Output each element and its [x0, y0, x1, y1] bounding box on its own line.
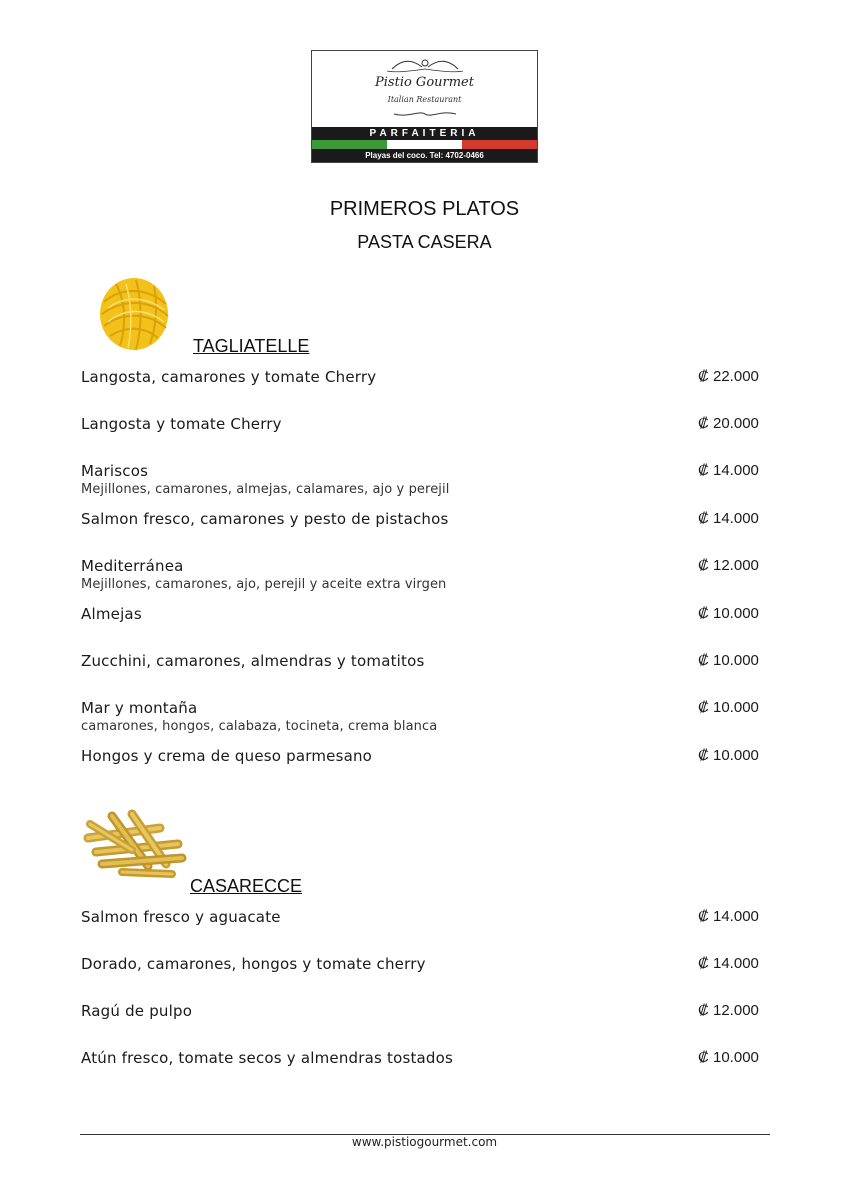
- menu-item: [81, 557, 761, 593]
- item-description: Mejillones, camarones, ajo, perejil y aceite extra virgen: [81, 577, 447, 592]
- item-price: ₡ 10.000: [698, 1049, 759, 1066]
- item-name: Langosta, camarones y tomate Cherry: [81, 368, 377, 386]
- item-price: ₡ 14.000: [698, 510, 759, 527]
- section-title-casarecce: CASARECCE: [190, 876, 303, 896]
- item-name: Atún fresco, tomate secos y almendras tostados: [81, 1049, 454, 1067]
- item-name: Mariscos: [81, 462, 149, 480]
- menu-item: [81, 747, 761, 765]
- item-price: ₡ 12.000: [698, 557, 759, 574]
- ornament-bottom-icon: [390, 108, 460, 120]
- italian-flag-stripe: [312, 140, 537, 149]
- item-name: Mediterránea: [81, 557, 184, 575]
- page-title: PRIMEROS PLATOS: [329, 198, 520, 220]
- item-price: ₡ 12.000: [698, 1002, 759, 1019]
- item-name: Ragú de pulpo: [81, 1002, 193, 1020]
- item-price: ₡ 10.000: [698, 605, 759, 622]
- item-name: Zucchini, camarones, almendras y tomatitos: [81, 652, 425, 670]
- flag-green: [312, 140, 387, 149]
- item-name: Salmon fresco y aguacate: [81, 908, 281, 926]
- item-name: Salmon fresco, camarones y pesto de pistachos: [81, 510, 449, 528]
- item-price: ₡ 10.000: [698, 652, 759, 669]
- page-subtitle: PASTA CASERA: [357, 232, 492, 252]
- casarecce-pasta-image: [82, 806, 188, 882]
- menu-item: [81, 699, 761, 735]
- ornament-top-icon: [382, 55, 468, 75]
- section-title-tagliatelle: TAGLIATELLE: [193, 336, 310, 356]
- menu-item: [81, 368, 761, 386]
- item-price: ₡ 14.000: [698, 908, 759, 925]
- item-price: ₡ 14.000: [698, 462, 759, 479]
- menu-item: [81, 955, 761, 973]
- menu-item: [81, 1002, 761, 1020]
- flag-red: [462, 140, 537, 149]
- item-price: ₡ 10.000: [698, 747, 759, 764]
- item-price: ₡ 20.000: [698, 415, 759, 432]
- item-price: ₡ 10.000: [698, 699, 759, 716]
- tagliatelle-nest-image: [96, 272, 176, 354]
- menu-item: [81, 908, 761, 926]
- flag-white: [387, 140, 462, 149]
- footer-website: www.pistiogourmet.com: [351, 1135, 498, 1149]
- menu-item: [81, 415, 761, 433]
- menu-item: [81, 462, 761, 498]
- item-description: Mejillones, camarones, almejas, calamares, ajo y perejil: [81, 482, 450, 497]
- item-name: Langosta y tomate Cherry: [81, 415, 282, 433]
- menu-item: [81, 1049, 761, 1067]
- menu-item: [81, 605, 761, 623]
- item-name: Almejas: [81, 605, 142, 623]
- logo-subtitle: Italian Restaurant: [387, 95, 462, 104]
- logo-name: Pistio Gourmet: [375, 75, 474, 90]
- item-name: Dorado, camarones, hongos y tomate cherry: [81, 955, 426, 973]
- item-price: ₡ 22.000: [698, 368, 759, 385]
- item-description: camarones, hongos, calabaza, tocineta, crema blanca: [81, 719, 438, 734]
- menu-item: [81, 510, 761, 528]
- logo-band: PARFAITERIA: [312, 127, 537, 140]
- logo-contact: Playas del coco. Tel: 4702-0466: [312, 149, 537, 162]
- item-name: Hongos y crema de queso parmesano: [81, 747, 373, 765]
- item-name: Mar y montaña: [81, 699, 198, 717]
- restaurant-logo: [311, 50, 538, 163]
- menu-item: [81, 652, 761, 670]
- item-price: ₡ 14.000: [698, 955, 759, 972]
